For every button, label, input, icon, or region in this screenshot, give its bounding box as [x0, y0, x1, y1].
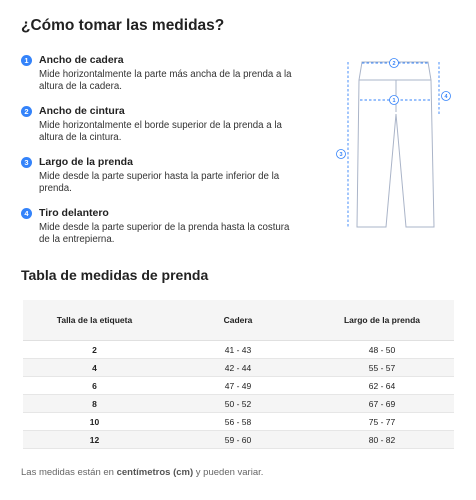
footnote-unit: centímetros (cm): [116, 467, 194, 478]
table-row: [23, 395, 454, 413]
size-cell: 8: [23, 395, 166, 413]
page-title: ¿Cómo tomar las medidas?: [21, 17, 225, 34]
step-number-badge: 3: [21, 157, 32, 168]
length-cell: 62 - 64: [310, 377, 454, 395]
table-row: [23, 377, 454, 395]
step-number-badge: 1: [21, 55, 32, 66]
size-cell: 4: [23, 359, 166, 377]
size-table: [23, 300, 454, 449]
step-number-badge: 2: [21, 106, 32, 117]
size-cell: 12: [23, 431, 166, 449]
step-name: Ancho de cintura: [39, 105, 125, 117]
step-name: Ancho de cadera: [39, 54, 124, 66]
length-cell: 67 - 69: [310, 395, 454, 413]
marker-waist-label: 2: [392, 61, 396, 67]
step-description: Mide horizontalmente la parte más ancha de la prenda a la altura de la cadera.: [39, 69, 292, 92]
step-name: Tiro delantero: [39, 207, 109, 219]
table-header-row: [23, 300, 454, 341]
length-cell: 80 - 82: [310, 431, 454, 449]
table-row: [23, 359, 454, 377]
table-row: [23, 431, 454, 449]
units-footnote: [21, 467, 263, 478]
size-cell: 6: [23, 377, 166, 395]
hip-cell: 50 - 52: [166, 395, 310, 413]
column-header-hip: Cadera: [166, 300, 310, 341]
pants-measurement-diagram-icon: [330, 52, 460, 237]
column-header-length: Largo de la prenda: [310, 300, 454, 341]
hip-cell: 59 - 60: [166, 431, 310, 449]
table-row: [23, 341, 454, 359]
length-cell: 75 - 77: [310, 413, 454, 431]
hip-cell: 41 - 43: [166, 341, 310, 359]
size-cell: 10: [23, 413, 166, 431]
marker-rise-label: 4: [444, 94, 448, 100]
marker-hip-label: 1: [392, 98, 396, 104]
step-name: Largo de la prenda: [39, 156, 133, 168]
step-number-badge: 4: [21, 208, 32, 219]
hip-cell: 47 - 49: [166, 377, 310, 395]
length-cell: 48 - 50: [310, 341, 454, 359]
column-header-size-label: Talla de la etiqueta: [23, 300, 166, 341]
size-cell: 2: [23, 341, 166, 359]
step-description: Mide desde la parte superior de la prenda hasta la costura de la entrepierna.: [39, 222, 290, 245]
table-row: [23, 413, 454, 431]
size-table-title: Tabla de medidas de prenda: [21, 267, 209, 283]
footnote-text-end: y pueden variar.: [193, 467, 264, 478]
footnote-text: Las medidas están en: [21, 467, 117, 478]
step-description: Mide horizontalmente el borde superior de la prenda a la altura de la cintura.: [39, 120, 282, 143]
hip-cell: 42 - 44: [166, 359, 310, 377]
length-cell: 55 - 57: [310, 359, 454, 377]
marker-length-label: 3: [339, 152, 343, 158]
hip-cell: 56 - 58: [166, 413, 310, 431]
step-description: Mide desde la parte superior hasta la parte inferior de la prenda.: [39, 171, 280, 194]
